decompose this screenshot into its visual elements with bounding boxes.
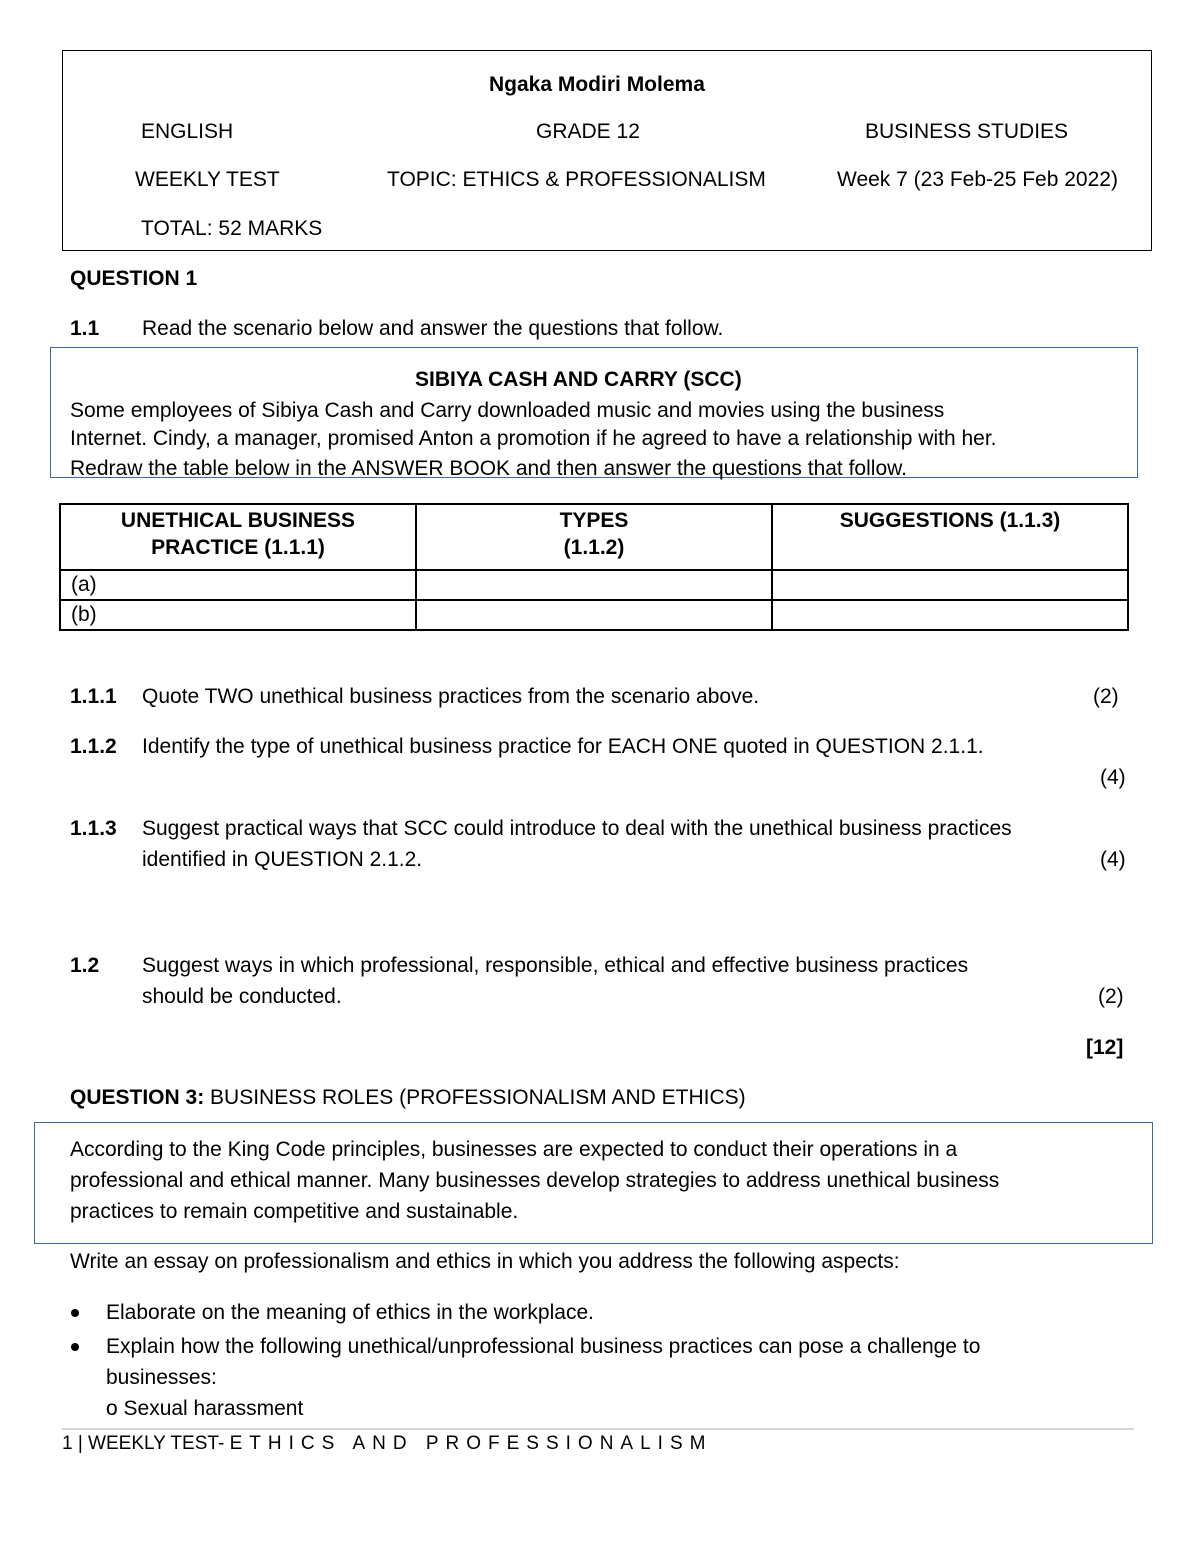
bullet-text: Explain how the following unethical/unprofessional business practices can pose a challenge to — [106, 1335, 981, 1358]
footer-divider — [62, 1428, 1134, 1430]
footer-title: ETHICS AND PROFESSIONALISM — [229, 1433, 713, 1454]
scenario-line-2: Internet. Cindy, a manager, promised Anton a promotion if he agreed to have a relationship with her. — [70, 427, 997, 450]
table-cell — [772, 570, 1128, 600]
q1-1-1-number: 1.1.1 — [70, 685, 117, 708]
answer-table-header-row — [60, 504, 1128, 570]
q1-1-3-line-1: Suggest practical ways that SCC could introduce to deal with the unethical business practices — [142, 817, 1012, 840]
scenario-line-1: Some employees of Sibiya Cash and Carry downloaded music and movies using the business — [70, 399, 945, 422]
table-cell — [416, 570, 772, 600]
bullet-text: Elaborate on the meaning of ethics in the workplace. — [106, 1301, 594, 1324]
bullet-icon — [71, 1343, 79, 1351]
q1-2-number: 1.2 — [70, 954, 100, 977]
school-name: Ngaka Modiri Molema — [489, 73, 705, 96]
header-unethical-practice — [60, 504, 416, 570]
essay-aspects-list — [64, 1297, 1124, 1427]
header-text: UNETHICAL BUSINESS — [120, 509, 356, 532]
q1-1-3-number: 1.1.3 — [70, 817, 117, 840]
table-row — [60, 600, 1128, 630]
page-footer — [62, 1433, 712, 1455]
header-text: PRACTICE (1.1.1) — [151, 536, 325, 559]
table-cell — [416, 600, 772, 630]
q1-1-1-text: Quote TWO unethical business practices from the scenario above. — [142, 685, 760, 708]
question-3-heading — [70, 1086, 746, 1110]
question-3-label: QUESTION 3: — [70, 1086, 205, 1109]
king-line-1: According to the King Code principles, businesses are expected to conduct their operations in a — [70, 1138, 958, 1161]
answer-table — [59, 503, 1129, 631]
q1-2-line-2: should be conducted. — [142, 985, 342, 1008]
question-1-total: [12] — [1086, 1036, 1124, 1059]
q1-1-2-number: 1.1.2 — [70, 735, 117, 758]
list-item — [64, 1297, 1124, 1328]
q1-1-3-marks: (4) — [1100, 848, 1126, 871]
q1-2-marks: (2) — [1098, 985, 1124, 1008]
question-3-topic: BUSINESS ROLES (PROFESSIONALISM AND ETHICS) — [204, 1086, 746, 1109]
header-text: TYPES — [559, 509, 629, 532]
language-label: ENGLISH — [141, 120, 234, 143]
subject-label: BUSINESS STUDIES — [865, 120, 1069, 143]
essay-instruction: Write an essay on professionalism and ethics in which you address the following aspects: — [70, 1250, 900, 1273]
row-label: (b) — [60, 600, 416, 630]
sub-item-text: o Sexual harassment — [106, 1397, 304, 1420]
q1-1-2-marks: (4) — [1100, 766, 1126, 789]
header-types — [416, 504, 772, 570]
scenario-line-3: Redraw the table below in the ANSWER BOOK and then answer the questions that follow. — [70, 457, 907, 480]
q1-1-3-line-2: identified in QUESTION 2.1.2. — [142, 848, 423, 871]
header-text: SUGGESTIONS (1.1.3) — [839, 509, 1061, 532]
header-text: (1.1.2) — [563, 536, 625, 559]
topic-label: TOPIC: ETHICS & PROFESSIONALISM — [387, 168, 766, 191]
grade-label: GRADE 12 — [536, 120, 640, 143]
bullet-icon — [71, 1309, 79, 1317]
king-line-3: practices to remain competitive and sustainable. — [70, 1200, 519, 1223]
table-row — [60, 570, 1128, 600]
king-line-2: professional and ethical manner. Many businesses develop strategies to address unethical business — [70, 1169, 1000, 1192]
week-label: Week 7 (23 Feb-25 Feb 2022) — [837, 168, 1118, 191]
bullet-text: businesses: — [106, 1366, 217, 1389]
q1-1-text: Read the scenario below and answer the questions that follow. — [142, 317, 724, 340]
list-item — [64, 1331, 1124, 1424]
row-label: (a) — [60, 570, 416, 600]
test-type-label: WEEKLY TEST — [135, 168, 280, 191]
scenario-title: SIBIYA CASH AND CARRY (SCC) — [415, 368, 742, 391]
header-suggestions — [772, 504, 1128, 570]
q1-1-2-text: Identify the type of unethical business practice for EACH ONE quoted in QUESTION 2.1.1. — [142, 735, 984, 758]
table-cell — [772, 600, 1128, 630]
total-marks-label: TOTAL: 52 MARKS — [141, 217, 323, 240]
question-1-heading: QUESTION 1 — [70, 267, 198, 290]
footer-page: 1 | WEEKLY TEST- — [62, 1433, 230, 1454]
q1-1-1-marks: (2) — [1093, 685, 1119, 708]
q1-2-line-1: Suggest ways in which professional, responsible, ethical and effective business practices — [142, 954, 969, 977]
q1-1-number: 1.1 — [70, 317, 100, 340]
